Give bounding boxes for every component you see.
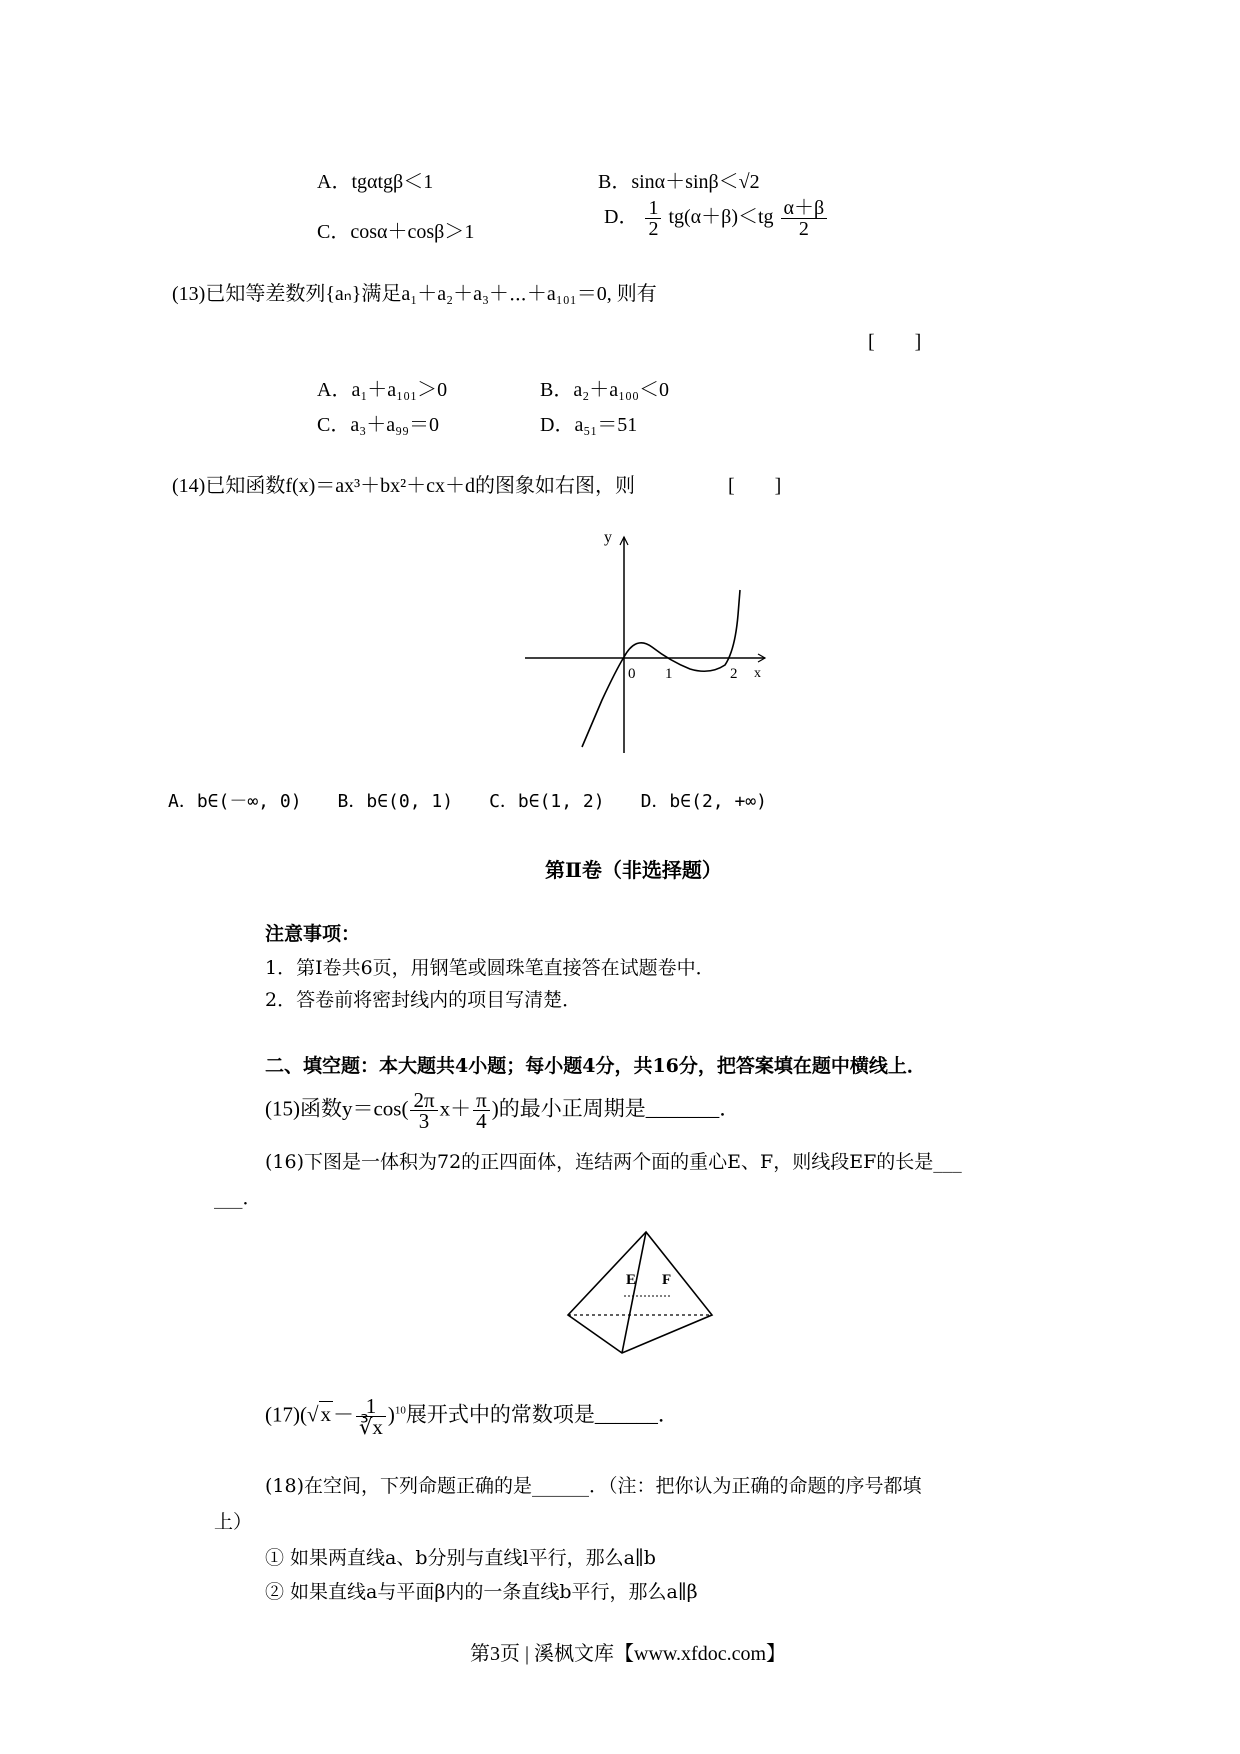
- q18-item-1: ① 如果两直线a、b分别与直线l平行，那么a∥b: [265, 1547, 656, 1569]
- y-label: y: [604, 529, 612, 546]
- x-label: x: [754, 666, 761, 681]
- q12-option-d: D． $\frac{1}{2}$ tg(α＋β)＜tg $\frac{\alpha+\beta}{2}$: [604, 198, 829, 239]
- q18-line-1: (18)在空间，下列命题正确的是______．（注：把你认为正确的命题的序号都填: [265, 1475, 922, 1497]
- q15-stem: (15)函数y＝cos( $\frac{2\pi}{3}$ x＋ $\frac{\pi}{4}$ )的最小正周期是_______．: [265, 1088, 741, 1133]
- cubic-curve: [582, 590, 740, 747]
- page-footer: 第3页 | 溪枫文库【www.xfdoc.com】: [470, 1643, 787, 1665]
- tetrahedron-outline: [568, 1232, 712, 1353]
- q16-line-1: (16)下图是一体积为72的正四面体，连结两个面的重心E、F，则线段EF的长是___: [265, 1151, 962, 1173]
- q18-item-2: ② 如果直线a与平面β内的一条直线b平行，那么a∥β: [265, 1581, 698, 1603]
- q13-stem: (13)已知等差数列{aₙ}满足a₁＋a₂＋a₃＋⋯＋a₁₀₁＝0, 则有: [172, 283, 657, 305]
- tick-2-label: 2: [730, 666, 738, 682]
- q14-options: A．b∈(－∞, 0) B．b∈(0, 1) C．b∈(1, 2) D．b∈(2, +∞): [168, 791, 767, 812]
- q14-bracket: [ ]: [728, 475, 782, 497]
- notice-item-1: 1．第Ⅰ卷共6页，用钢笔或圆珠笔直接答在试题卷中．: [265, 957, 715, 979]
- origin-label: 0: [628, 666, 636, 682]
- q17-stem: (17)(√x－ $\frac{1}{∛x}$ )$^{10}$展开式中的常数项是______．: [265, 1394, 679, 1439]
- q14-stem: (14)已知函数f(x)＝ax³＋bx²＋cx＋d的图象如右图，则: [172, 475, 636, 497]
- section-fill-in-title: 二、填空题：本大题共4小题；每小题4分，共16分，把答案填在题中横线上．: [265, 1055, 926, 1077]
- q13-option-a: A．a₁＋a₁₀₁＞0: [317, 379, 448, 401]
- tick-1-label: 1: [665, 666, 673, 682]
- notice-title: 注意事项：: [265, 923, 361, 945]
- part2-title: 第Ⅱ卷（非选择题）: [545, 858, 722, 882]
- q18-line-2: 上）: [214, 1511, 253, 1533]
- q12-option-a: A．tgαtgβ＜1: [317, 171, 434, 193]
- tetrahedron-figure: [562, 1228, 722, 1368]
- q16-line-2: ___．: [214, 1187, 262, 1209]
- q13-option-b: B．a₂＋a₁₀₀＜0: [540, 379, 669, 401]
- label-e: E: [626, 1272, 637, 1288]
- cubic-graph: [520, 525, 780, 760]
- q12-option-b: B．sinα＋sinβ＜√2: [598, 171, 760, 193]
- tetrahedron-front-edge: [622, 1232, 646, 1353]
- notice-item-2: 2．答卷前将密封线内的项目写清楚．: [265, 989, 582, 1011]
- label-f: F: [662, 1272, 672, 1288]
- q12-option-c: C．cosα＋cosβ＞1: [317, 221, 475, 243]
- q13-bracket: [ ]: [868, 331, 922, 353]
- q13-option-c: C．a₃＋a₉₉＝0: [317, 414, 440, 436]
- q13-option-d: D．a₅₁＝51: [540, 414, 638, 436]
